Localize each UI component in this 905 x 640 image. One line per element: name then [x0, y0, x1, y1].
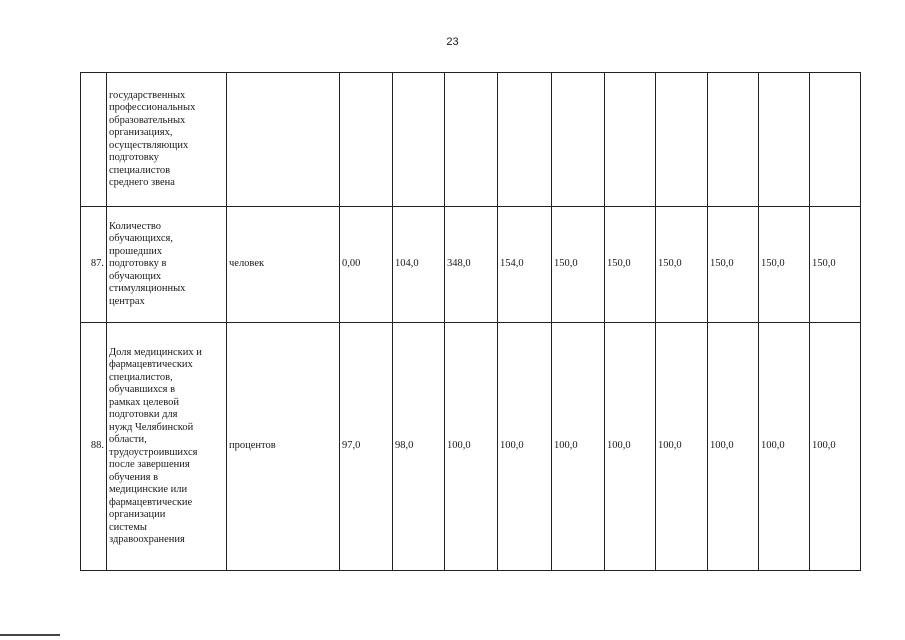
- value-cell: 348,0: [445, 207, 498, 323]
- indicator-name-line: подготовки для: [109, 409, 178, 420]
- value-cell: 100,0: [708, 323, 759, 571]
- value-cell: [340, 73, 393, 207]
- value-cell: [759, 73, 810, 207]
- indicator-name-line: после завершения: [109, 459, 190, 470]
- value-cell: 150,0: [708, 207, 759, 323]
- value-cell: 154,0: [498, 207, 552, 323]
- indicators-table: [80, 72, 861, 571]
- value-cell: [445, 73, 498, 207]
- value-cell: 100,0: [810, 323, 861, 571]
- indicator-name-line: Доля медицинских и: [109, 346, 202, 358]
- value-cell: [656, 73, 708, 207]
- value-cell: 150,0: [759, 207, 810, 323]
- indicator-name: [107, 73, 227, 207]
- value-cell: 98,0: [393, 323, 445, 571]
- indicator-name-line: осуществляющих: [109, 139, 189, 151]
- value-cell: [810, 73, 861, 207]
- value-cell: 150,0: [656, 207, 708, 323]
- indicator-name-line: нужд Челябинской: [109, 421, 194, 433]
- indicator-name-line: обучающихся,: [109, 233, 173, 245]
- value-cell: 100,0: [605, 323, 656, 571]
- scan-artifact: [0, 634, 60, 636]
- row-number: 88.: [81, 323, 107, 571]
- indicator-name-line: Количество: [109, 220, 162, 232]
- indicator-name-line: рамках целевой: [109, 396, 179, 408]
- table-row: [81, 207, 861, 323]
- indicator-name-line: обучавшихся в: [109, 384, 176, 395]
- value-cell: 150,0: [605, 207, 656, 323]
- indicator-name-line: прошедших: [109, 245, 163, 257]
- row-number: [81, 73, 107, 207]
- value-cell: [498, 73, 552, 207]
- indicator-name-line: системы: [109, 521, 147, 533]
- value-cell: 100,0: [498, 323, 552, 571]
- value-cell: 100,0: [759, 323, 810, 571]
- indicator-name-line: фармацевтические: [109, 496, 193, 508]
- indicator-name-line: обучения в: [109, 471, 159, 483]
- value-cell: [393, 73, 445, 207]
- value-cell: 100,0: [656, 323, 708, 571]
- indicator-name-line: центрах: [109, 295, 145, 307]
- indicator-name-line: организациях,: [109, 127, 173, 138]
- indicator-name-line: области,: [109, 434, 147, 445]
- indicator-name-line: профессиональных: [109, 102, 196, 113]
- table-row: [81, 73, 861, 207]
- indicator-name-line: образовательных: [109, 114, 186, 126]
- value-cell: 150,0: [810, 207, 861, 323]
- value-cell: [605, 73, 656, 207]
- indicator-name-line: государственных: [109, 89, 186, 101]
- indicator-name-line: здравоохранения: [109, 534, 185, 545]
- page-number: 23: [446, 36, 459, 48]
- indicator-name-line: подготовку в: [109, 258, 167, 270]
- value-cell: 100,0: [552, 323, 605, 571]
- unit-of-measure: [227, 73, 340, 207]
- indicator-name-line: специалистов,: [109, 371, 173, 383]
- value-cell: [708, 73, 759, 207]
- indicator-name: [107, 207, 227, 323]
- unit-of-measure: человек: [227, 207, 340, 323]
- indicator-name-line: подготовку: [109, 152, 159, 163]
- indicator-name-line: трудоустроившихся: [109, 446, 198, 458]
- indicator-name-line: фармацевтических: [109, 359, 193, 370]
- value-cell: 100,0: [445, 323, 498, 571]
- indicator-name-line: среднего звена: [109, 177, 175, 188]
- indicator-name: [107, 323, 227, 571]
- indicator-name-line: медицинские или: [109, 484, 188, 495]
- indicator-name-line: организации: [109, 509, 166, 520]
- value-cell: 97,0: [340, 323, 393, 571]
- value-cell: [552, 73, 605, 207]
- value-cell: 150,0: [552, 207, 605, 323]
- indicator-name-line: стимуляционных: [109, 283, 186, 295]
- value-cell: 104,0: [393, 207, 445, 323]
- indicator-name-line: обучающих: [109, 270, 162, 282]
- value-cell: 0,00: [340, 207, 393, 323]
- unit-of-measure: процентов: [227, 323, 340, 571]
- table-row: [81, 323, 861, 571]
- indicator-name-line: специалистов: [109, 164, 171, 176]
- row-number: 87.: [81, 207, 107, 323]
